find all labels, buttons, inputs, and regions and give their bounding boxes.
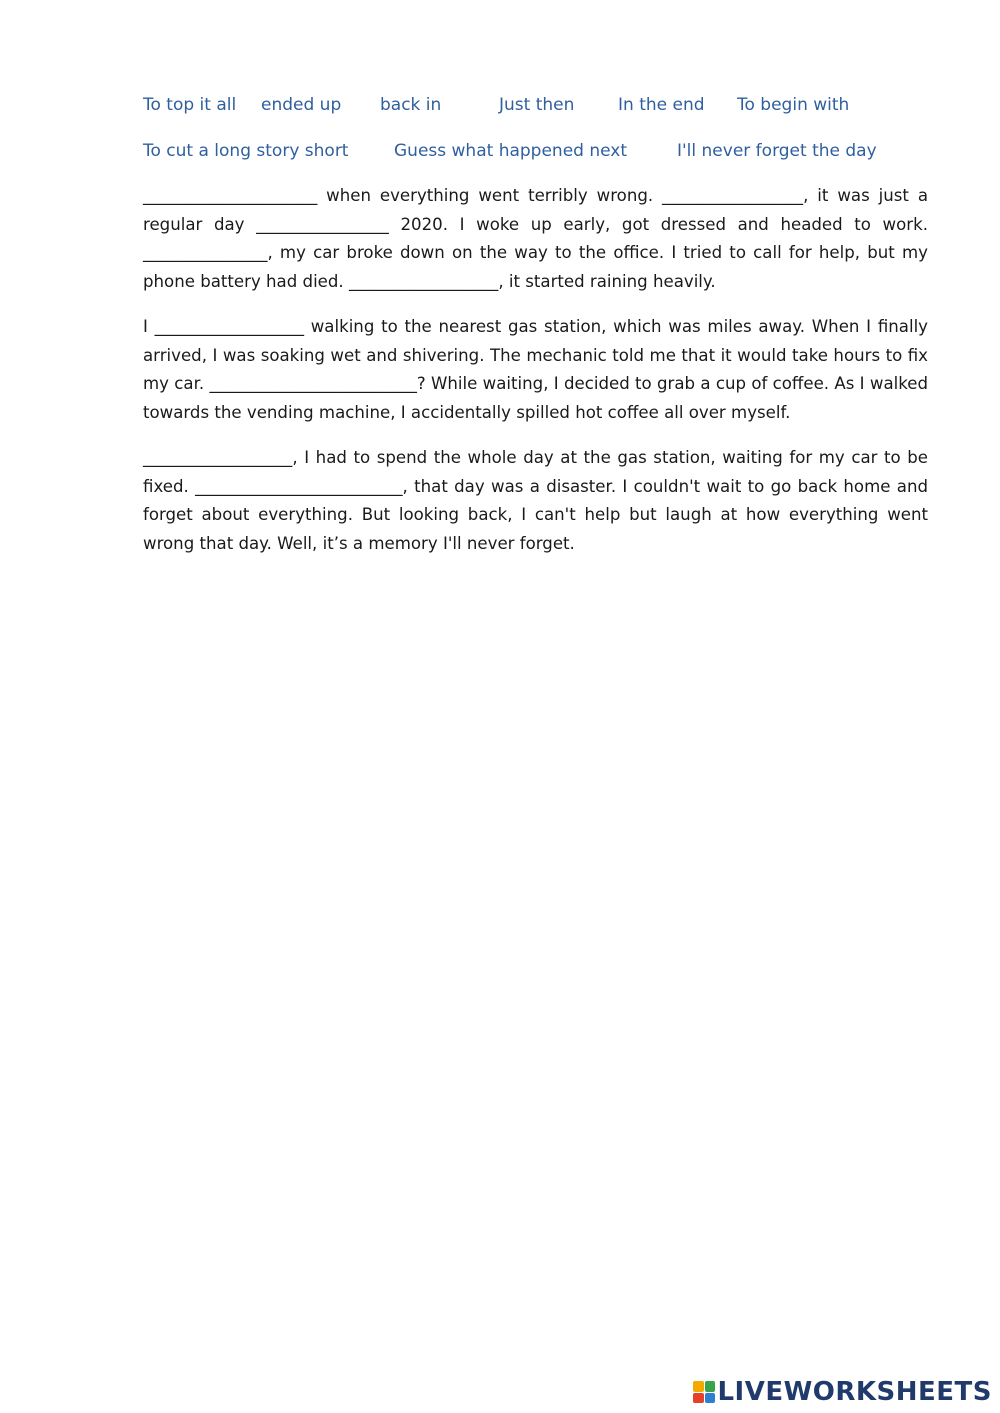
- story-paragraph-1: _____________________ when everything went terribly wrong. _________________, it was just a regular day ________________ 2020. I woke up early, got dressed and headed to work. _______________, my car broke down on the way to the office. I tried to call for help, but my phone battery had died. __________________, it started raining heavily.: [143, 186, 928, 291]
- word-bank-item: Guess what happened next: [394, 141, 628, 161]
- logo-text: LIVEWORKSHEETS: [717, 1377, 992, 1407]
- word-bank-item: back in: [380, 95, 442, 115]
- word-bank-item: To top it all: [143, 95, 237, 115]
- story-text: [143, 182, 928, 575]
- liveworksheets-mark-icon: [693, 1381, 715, 1403]
- word-bank-item: Just then: [499, 95, 575, 115]
- word-bank-item: To begin with: [737, 95, 850, 115]
- word-bank-item: I'll never forget the day: [677, 141, 877, 161]
- mark-cell: [705, 1381, 716, 1392]
- mark-cell: [705, 1393, 716, 1404]
- story-paragraph-2: I __________________ walking to the nearest gas station, which was miles away. When I finally arrived, I was soaking wet and shivering. The mechanic told me that it would take hours to fix my car. _________________________? While waiting, I decided to grab a cup of coffee. As I walked towards the vending machine, I accidentally spilled hot coffee all over myself.: [143, 317, 928, 422]
- liveworksheets-logo: [693, 1377, 992, 1407]
- story-paragraph-3: __________________, I had to spend the whole day at the gas station, waiting for my car to be fixed. _________________________, that day was a disaster. I couldn't wait to go back home and forget about everything. But looking back, I can't help but laugh at how everything went wrong that day. Well, it’s a memory I'll never forget.: [143, 448, 928, 553]
- mark-cell: [693, 1393, 704, 1404]
- word-bank-item: ended up: [261, 95, 342, 115]
- word-bank-item: To cut a long story short: [143, 141, 349, 161]
- mark-cell: [693, 1381, 704, 1392]
- word-bank-item: In the end: [618, 95, 705, 115]
